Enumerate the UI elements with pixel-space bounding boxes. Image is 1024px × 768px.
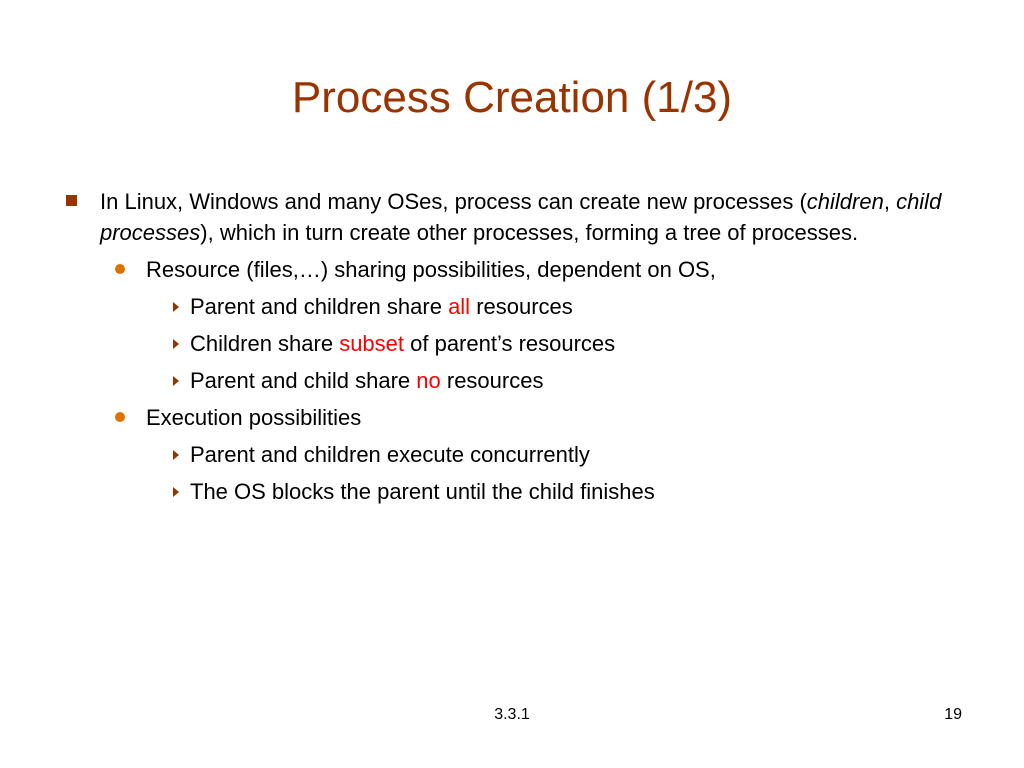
- bullet-text-post: resources: [440, 368, 544, 393]
- highlight-subset: subset: [339, 331, 405, 356]
- highlight-all: all: [448, 294, 471, 319]
- footer-section-number: 3.3.1: [494, 706, 530, 723]
- square-bullet-icon: [66, 195, 77, 206]
- bullet-text-pre: Children share: [190, 331, 340, 356]
- term-children: children: [806, 189, 884, 214]
- bullet-level3-blocks-parent: [190, 476, 960, 507]
- bullet-level3-share-none: [190, 365, 960, 396]
- slide-title: Process Creation (1/3): [291, 73, 733, 122]
- bullet-text-post: ), which in turn create other processes, forming a tree of processes.: [200, 220, 859, 245]
- triangle-bullet-icon: [173, 302, 179, 312]
- bullet-text-pre: In Linux, Windows and many OSes, process can create new processes (: [100, 189, 807, 214]
- bullet-text-pre: Parent and children share: [190, 294, 449, 319]
- slide-content: [100, 186, 960, 507]
- bullet-level1-processes: [100, 186, 960, 248]
- triangle-bullet-icon: [173, 450, 179, 460]
- bullet-text-post: of parent’s resources: [404, 331, 616, 356]
- triangle-bullet-icon: [173, 339, 179, 349]
- term-child-processes: child processes: [100, 189, 942, 245]
- bullet-text: The OS blocks the parent until the child finishes: [190, 479, 655, 504]
- bullet-text-pre: Parent and child share: [190, 368, 417, 393]
- slide-page-number: 19: [944, 706, 962, 723]
- triangle-bullet-icon: [173, 376, 179, 386]
- highlight-no: no: [416, 368, 441, 393]
- bullet-level3-concurrent: [190, 439, 960, 470]
- triangle-bullet-icon: [173, 487, 179, 497]
- bullet-text: Resource (files,…) sharing possibilities, dependent on OS,: [146, 257, 716, 282]
- circle-bullet-icon: [115, 412, 125, 422]
- bullet-text: Execution possibilities: [146, 405, 362, 430]
- bullet-text-sep: ,: [883, 189, 897, 214]
- bullet-level2-resource-sharing: [146, 254, 960, 285]
- bullet-level3-share-subset: [190, 328, 960, 359]
- bullet-text: Parent and children execute concurrently: [190, 442, 590, 467]
- bullet-text-post: resources: [470, 294, 573, 319]
- circle-bullet-icon: [115, 264, 125, 274]
- bullet-level2-execution: [146, 402, 960, 433]
- bullet-level3-share-all: [190, 291, 960, 322]
